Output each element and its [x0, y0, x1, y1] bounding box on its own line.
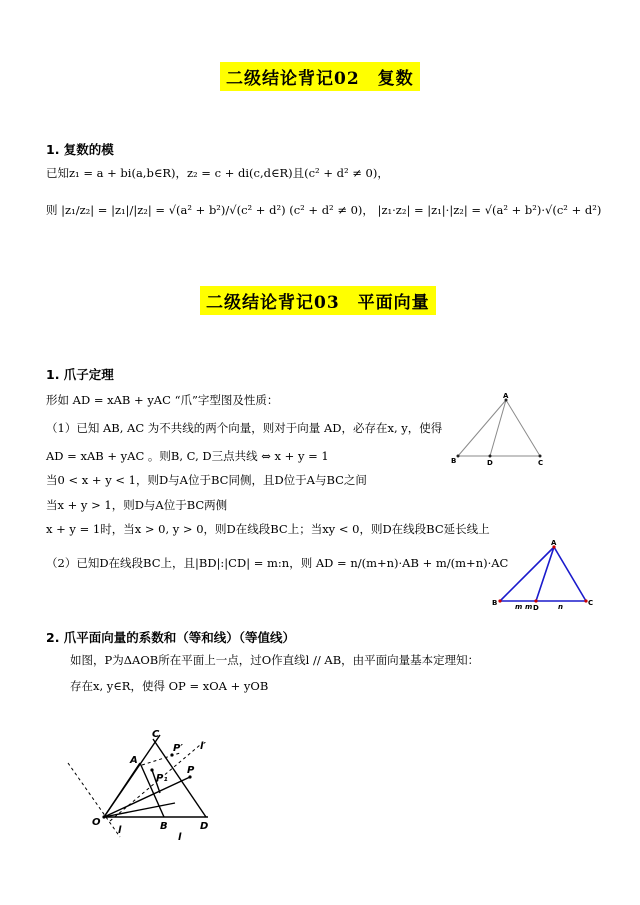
claw-collinear-line: AD = xAB + yAC 。则B, C, D三点共线 ⇔ x + y = 1 — [46, 449, 329, 463]
claw-triangle-figure — [448, 390, 558, 470]
heading-complex-modulus: 1. 复数的模 — [46, 142, 114, 157]
fig3-label-o: O — [92, 817, 101, 828]
fig1-label-c: C — [538, 459, 544, 467]
then-label: 则 — [46, 203, 58, 217]
section-title-vectors: 二级结论背记03 平面向量 — [200, 286, 436, 315]
fig1-label-a: A — [503, 392, 509, 400]
fig3-label-p1: P₁ — [156, 773, 168, 784]
claw-case-outside: 当x + y > 1，则D与A位于BC两侧 — [46, 498, 228, 512]
fig3-label-pprime: P′ — [173, 743, 183, 754]
complex-given-line: 已知z₁ = a + bi(a,b∈R)，z₂ = c + di(c,d∈R)且(c² + d² ≠ 0)， — [46, 166, 389, 180]
complex-modulus-formulas — [46, 203, 601, 217]
fig3-label-l-left: l — [118, 825, 122, 836]
equal-sum-line-figure — [60, 725, 230, 845]
fig3-label-l-bottom: l — [178, 832, 182, 843]
fig3-label-p: P — [187, 765, 195, 776]
section-title-complex: 二级结论背记02 复数 — [220, 62, 420, 91]
fig2-label-c: C — [588, 599, 594, 607]
fig3-label-lprime: l′ — [200, 741, 207, 752]
fig1-label-d: D — [487, 459, 493, 467]
fig3-label-d: D — [200, 821, 209, 832]
quotient-modulus-formula: |z₁/z₂| = |z₁|/|z₂| = √(a² + b²)/√(c² + d²) (c² + d² ≠ 0)， — [61, 203, 374, 217]
claw-form-line: 形如 AD = xAB + yAC “爪”字型图及性质： — [46, 393, 279, 407]
fig3-label-a: A — [130, 755, 138, 766]
fig1-label-b: B — [451, 457, 457, 465]
heading-equal-sum-line: 2. 爪平面向量的系数和（等和线）（等值线） — [46, 630, 296, 645]
fig3-label-b: B — [160, 821, 168, 832]
claw-property-2: （2）已知D在线段BC上，且|BD|:|CD| = m:n，则 AD = n/(m+n)·AB + m/(m+n)·AC — [46, 556, 509, 570]
fig2-label-m-left: m — [515, 603, 523, 611]
equal-sum-intro: 如图，P为ΔAOB所在平面上一点，过O作直线l // AB，由平面向量基本定理知： — [70, 653, 480, 667]
fig2-label-n: n — [558, 603, 563, 611]
heading-claw-theorem: 1. 爪子定理 — [46, 367, 114, 382]
fig2-label-d: D — [533, 604, 539, 612]
fig3-label-c: C — [152, 729, 160, 740]
claw-case-inside: 当0 < x + y < 1，则D与A位于BC同侧，且D位于A与BC之间 — [46, 473, 367, 487]
fig2-label-m-right: m — [525, 603, 533, 611]
claw-case-equal-one: x + y = 1时，当x > 0, y > 0，则D在线段BC上；当xy < 0，则D在线段BC延长线上 — [46, 522, 490, 536]
equal-sum-existence: 存在x, y∈R，使得 OP = xOA + yOB — [70, 679, 269, 693]
ratio-triangle-figure — [488, 537, 598, 613]
fig2-label-b: B — [492, 599, 498, 607]
fig2-label-a: A — [551, 539, 557, 547]
claw-property-1: （1）已知 AB, AC 为不共线的两个向量，则对于向量 AD，必存在x, y，使得 — [46, 421, 443, 435]
product-modulus-formula: |z₁·z₂| = |z₁|·|z₂| = √(a² + b²)·√(c² + d²) — [377, 203, 602, 217]
